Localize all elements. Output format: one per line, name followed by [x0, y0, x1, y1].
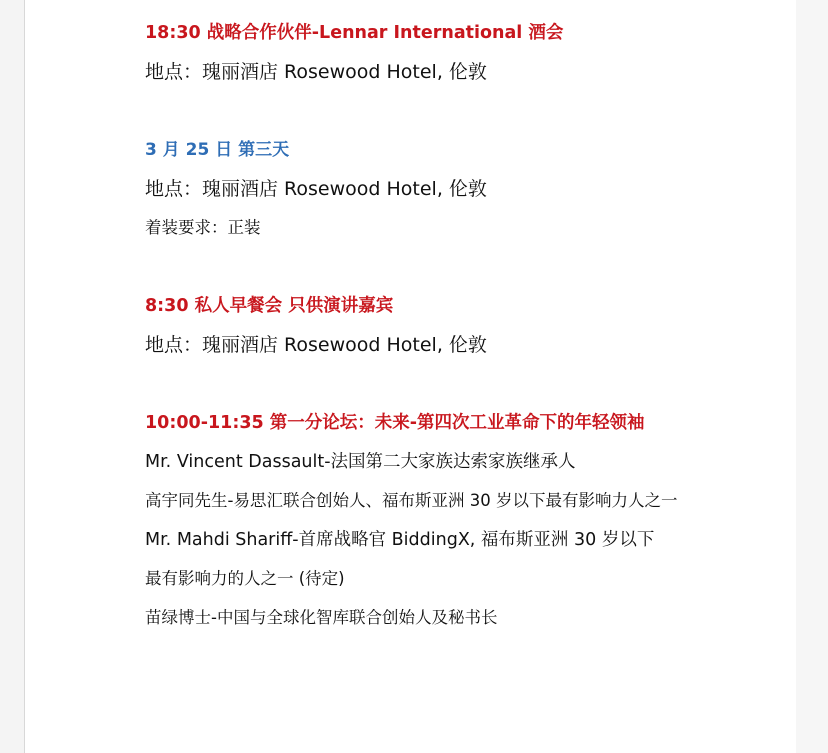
event-heading-cocktail: 18:30 战略合作伙伴-Lennar International 酒会: [145, 23, 564, 43]
speaker-item-continued: 最有影响力的人之一 (待定): [145, 569, 345, 588]
speaker-item: 高宇同先生-易思汇联合创始人、福布斯亚洲 30 岁以下最有影响力人之一: [145, 491, 678, 510]
speaker-item: Mr. Vincent Dassault-法国第二大家族达索家族继承人: [145, 452, 576, 472]
event-heading-forum: 10:00-11:35 第一分论坛：未来-第四次工业革命下的年轻领袖: [145, 413, 645, 433]
day-location: 地点：瑰丽酒店 Rosewood Hotel, 伦敦: [145, 178, 487, 200]
dress-code: 着装要求：正装: [145, 218, 261, 237]
speaker-item: 苗绿博士-中国与全球化智库联合创始人及秘书长: [145, 608, 498, 627]
day-heading: 3 月 25 日 第三天: [145, 140, 290, 160]
speaker-item: Mr. Mahdi Shariff-首席战略官 BiddingX, 福布斯亚洲 30 岁以下: [145, 530, 655, 550]
document-page: [24, 0, 828, 753]
event-heading-breakfast: 8:30 私人早餐会 只供演讲嘉宾: [145, 296, 394, 316]
event-location: 地点：瑰丽酒店 Rosewood Hotel, 伦敦: [145, 61, 487, 83]
page-margin-shadow: [796, 0, 828, 753]
event-location: 地点：瑰丽酒店 Rosewood Hotel, 伦敦: [145, 334, 487, 356]
